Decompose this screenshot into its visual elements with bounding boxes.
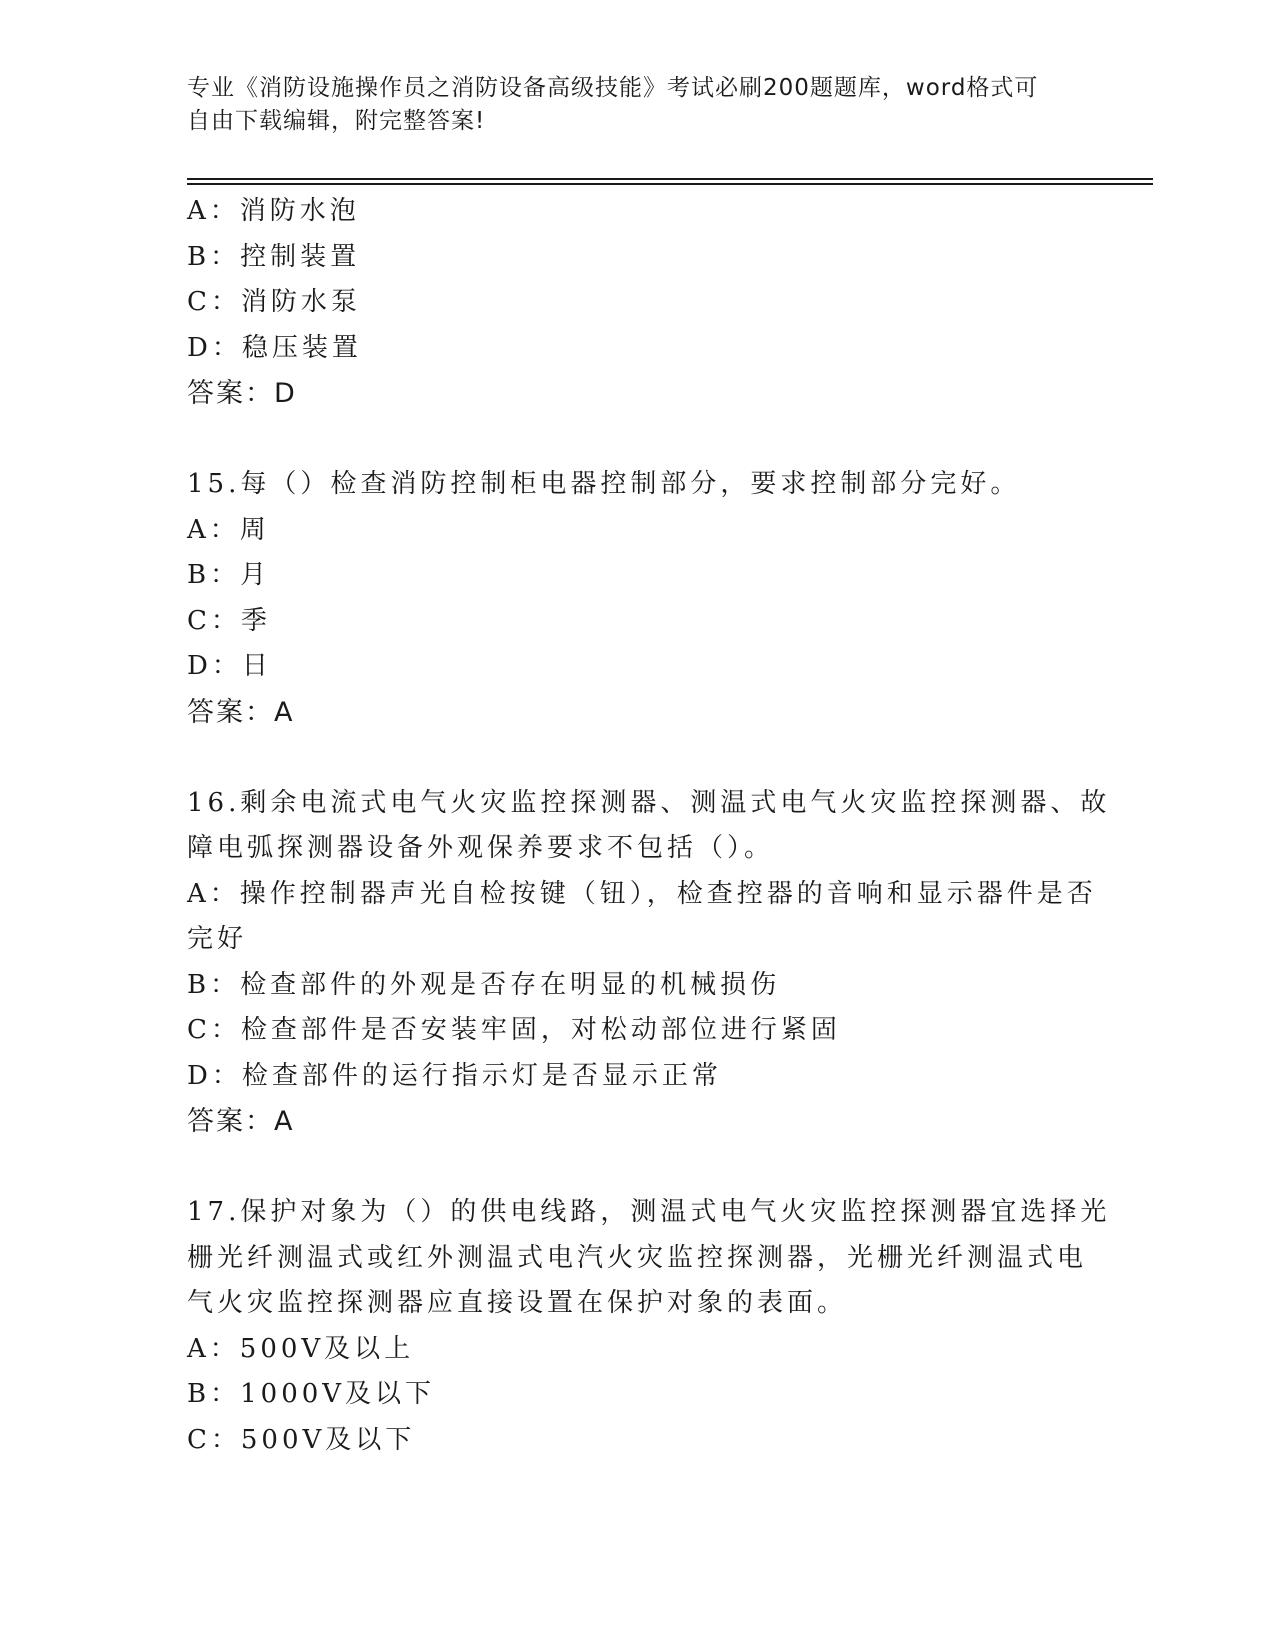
header-title-line-1: 专业《消防设施操作员之消防设备高级技能》考试必刷200题题库，word格式可 [187, 75, 1039, 101]
question-stem-continued: 栅光纤测温式或红外测温式电汽火灾监控探测器，光栅光纤测温式电 [187, 1242, 1088, 1273]
option-b: B：月 [187, 560, 271, 590]
option-a-continued: 完好 [187, 924, 248, 954]
answer-line: 答案：D [187, 378, 297, 409]
option-c: C：500V及以下 [187, 1424, 416, 1455]
option-c: C：季 [187, 605, 271, 636]
option-c: C：消防水泵 [187, 287, 361, 317]
header-title-line-2: 自由下载编辑，附完整答案! [187, 108, 486, 134]
option-a: A：操作控制器声光自检按键（钮），检查控器的音响和显示器件是否 [187, 878, 1097, 909]
option-d: D：日 [187, 651, 272, 681]
document-header [187, 72, 1067, 138]
option-b: B：控制装置 [187, 241, 361, 272]
option-d: D：稳压装置 [187, 332, 362, 363]
question-15-block [187, 462, 1087, 735]
option-d: D：检查部件的运行指示灯是否显示正常 [187, 1060, 722, 1091]
option-b: B：1000V及以下 [187, 1379, 436, 1409]
question-stem: 16.剩余电流式电气火灾监控探测器、测温式电气火灾监控探测器、故 [187, 787, 1111, 818]
option-b: B：检查部件的外观是否存在明显的机械损伤 [187, 969, 781, 1000]
header-divider-top [187, 178, 1153, 180]
answer-line: 答案：A [187, 1106, 295, 1137]
question-stem-continued: 气火灾监控探测器应直接设置在保护对象的表面。 [187, 1288, 848, 1318]
header-divider-bottom [187, 183, 1153, 185]
option-c: C：检查部件是否安装牢固，对松动部位进行紧固 [187, 1015, 841, 1045]
option-a: A：500V及以上 [187, 1333, 415, 1364]
question-stem-continued: 障电弧探测器设备外观保养要求不包括（）。 [187, 833, 775, 863]
option-a: A：周 [187, 514, 270, 545]
question-spacer [187, 417, 1087, 463]
question-stem: 15.每（）检查消防控制柜电器控制部分，要求控制部分完好。 [187, 469, 1021, 499]
question-16-block [187, 781, 1111, 1145]
question-14-block [187, 189, 1087, 417]
answer-line: 答案：A [187, 696, 295, 728]
question-list [187, 189, 1111, 1463]
question-spacer [187, 735, 1087, 781]
question-17-block [187, 1190, 1111, 1463]
question-spacer [187, 1145, 1087, 1191]
question-stem: 17.保护对象为（）的供电线路，测温式电气火灾监控探测器宜选择光 [187, 1197, 1111, 1227]
option-a: A：消防水泡 [187, 196, 360, 226]
